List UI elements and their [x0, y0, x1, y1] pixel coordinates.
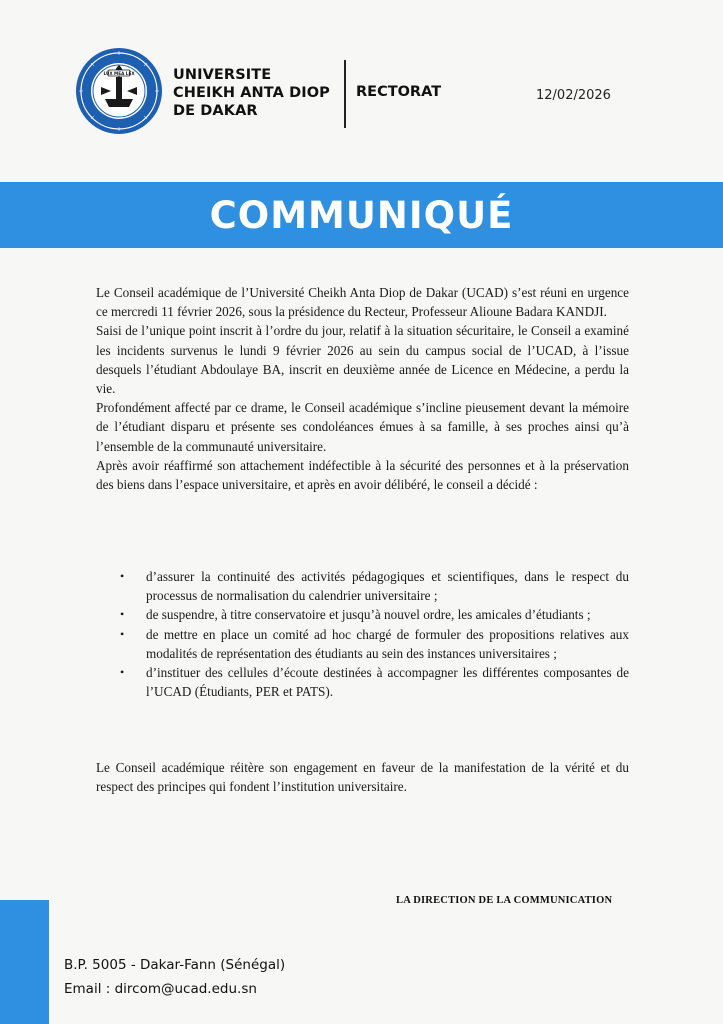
letterhead	[0, 0, 723, 180]
decision-item: • de mettre en place un comité ad hoc chargé de formuler des propositions relatives aux modalités de représentation des étudiants au sein des instances universitaires ;	[120, 625, 629, 663]
department-label: RECTORAT	[356, 84, 442, 100]
closing-paragraph: Le Conseil académique réitère son engagement en faveur de la manifestation de la vérité et du respect des principes qui fondent l’institution universitaire.	[96, 760, 629, 795]
paragraph-incident: Saisi de l’unique point inscrit à l’ordre du jour, relatif à la situation sécuritaire, le Conseil a examiné les incidents survenus le lundi 9 février 2026 au sein du campus social de l’UCAD, à l’issue desquels l’étudiant Abdoulaye BA, inscrit en deuxième année de Licence en Médecine, a perdu la vie.	[96, 323, 629, 397]
contact-email: Email : dircom@ucad.edu.sn	[64, 981, 257, 997]
document-title: COMMUNIQUÉ	[209, 193, 514, 237]
header-divider	[344, 60, 346, 128]
paragraph-condolences: Profondément affecté par ce drame, le Conseil académique s’incline pieusement devant la mémoire de l’étudiant disparu et présente ses condoléances émues à sa famille, à ses proches ainsi qu’à l’ensemble de la communauté universitaire.	[96, 400, 629, 454]
university-name-line-2: CHEIKH ANTA DIOP	[173, 85, 330, 101]
paragraph-meeting: Le Conseil académique de l’Université Cheikh Anta Diop de Dakar (UCAD) s’est réuni en urgence ce mercredi 11 février 2026, sous la présidence du Recteur, Professeur Alioune Badara KANDJI.	[96, 285, 629, 320]
decision-item: • d’instituer des cellules d’écoute destinées à accompagner les différentes composantes de l’UCAD (Étudiants, PER et PATS).	[120, 663, 629, 701]
postal-address: B.P. 5005 - Dakar-Fann (Sénégal)	[64, 957, 286, 973]
university-name-line-1: UNIVERSITE	[173, 67, 272, 83]
decision-item: • d’assurer la continuité des activités pédagogiques et scientifiques, dans le respect du processus de normalisation du calendrier universitaire ;	[120, 567, 629, 605]
decision-item: • de suspendre, à titre conservatoire et jusqu’à nouvel ordre, les amicales d’étudiants ;	[120, 605, 629, 624]
university-name-line-3: DE DAKAR	[173, 103, 258, 119]
title-banner	[0, 182, 723, 248]
university-seal-icon	[75, 47, 163, 135]
communique-body	[96, 283, 629, 494]
document-date: 12/02/2026	[536, 88, 611, 103]
paragraph-decision-intro: Après avoir réaffirmé son attachement indéfectible à la sécurité des personnes et à la préservation des biens dans l’espace universitaire, et après en avoir délibéré, le conseil a décidé :	[96, 457, 629, 493]
decisions-list	[120, 567, 629, 701]
university-name	[173, 66, 330, 120]
footer-accent-bar	[0, 900, 49, 1024]
signature: LA DIRECTION DE LA COMMUNICATION	[396, 895, 613, 906]
svg-text:LUX MEA LEX: LUX MEA LEX	[103, 71, 135, 76]
